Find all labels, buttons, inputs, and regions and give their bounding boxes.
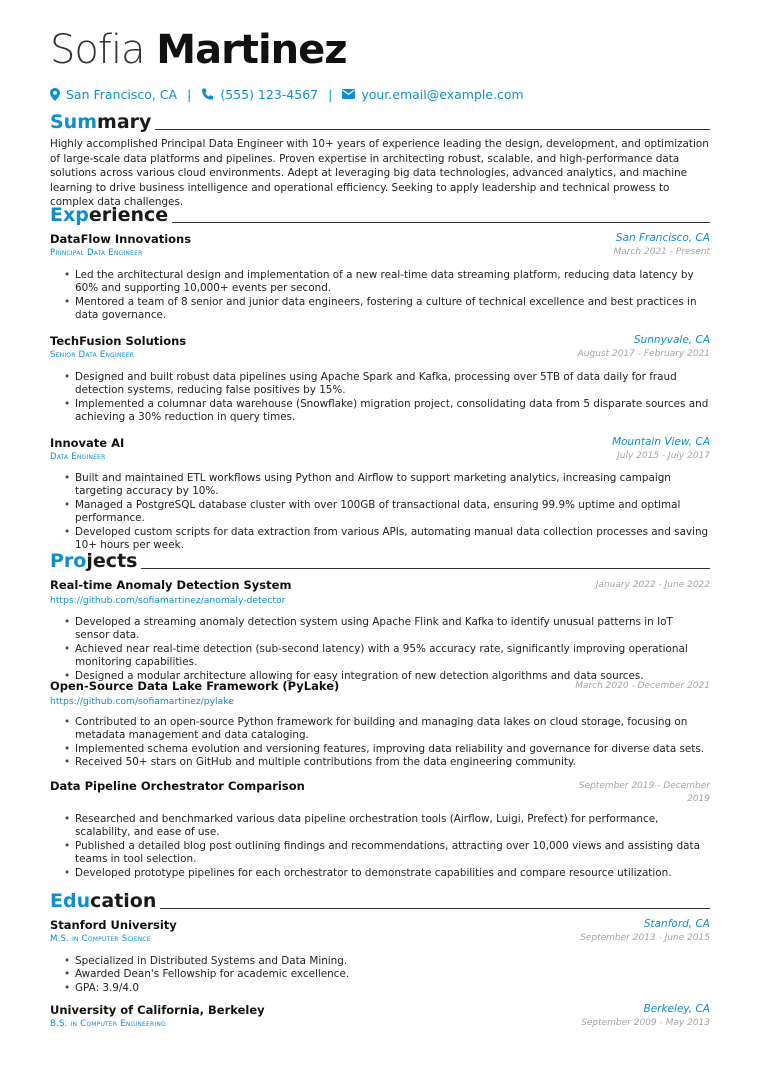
school-dates: September 2009 - May 2013 xyxy=(581,1018,710,1028)
section-title-rest: cation xyxy=(90,890,157,912)
experience-heading xyxy=(50,200,710,226)
job-dates: March 2021 - Present xyxy=(613,247,710,257)
company-name: DataFlow Innovations xyxy=(50,232,192,246)
experience-bullets xyxy=(64,472,710,552)
contact-phone[interactable] xyxy=(201,87,318,102)
contact-location xyxy=(50,87,177,102)
phone-icon xyxy=(201,88,214,101)
project-name: Open-Source Data Lake Framework (PyLake) xyxy=(50,679,340,693)
first-name: Sofia xyxy=(50,27,145,73)
location-text: San Francisco, CA xyxy=(66,86,178,102)
list-item: • Developed a streaming anomaly detection system using Apache Flink and Kafka to identify unusual patterns in IoT sensor data. xyxy=(64,616,710,643)
company-name: Innovate AI xyxy=(50,436,125,450)
candidate-name xyxy=(50,26,347,74)
school-dates: September 2013 - June 2015 xyxy=(580,933,710,943)
section-rule xyxy=(172,222,710,223)
email-text: your.email@example.com xyxy=(361,86,524,102)
job-dates: July 2015 - July 2017 xyxy=(617,451,710,461)
section-rule xyxy=(141,568,710,569)
section-title xyxy=(50,890,156,912)
list-item: • Implemented schema evolution and versioning features, improving data reliability and governance for diverse data sets. xyxy=(64,743,710,756)
job-location: Mountain View, CA xyxy=(612,436,710,448)
list-item: • Specialized in Distributed Systems and Data Mining. xyxy=(64,955,710,968)
company-name: TechFusion Solutions xyxy=(50,334,187,348)
list-item: • Designed and built robust data pipelines using Apache Spark and Kafka, processing over 5TB of data daily for fraud detection systems, reducing false positives by 15%. xyxy=(64,371,710,398)
degree: B.S. in Computer Engineering xyxy=(50,1019,166,1029)
job-location: San Francisco, CA xyxy=(615,232,710,244)
education-heading xyxy=(50,886,710,912)
section-title xyxy=(50,550,137,572)
project-name: Data Pipeline Orchestrator Comparison xyxy=(50,779,305,793)
job-dates: August 2017 - February 2021 xyxy=(577,349,710,359)
project-bullets xyxy=(64,716,710,770)
phone-text: (555) 123-4567 xyxy=(220,86,319,102)
list-item: • Developed prototype pipelines for each orchestrator to demonstrate capabilities and compare resource utilization. xyxy=(64,867,710,880)
section-title-accent: Edu xyxy=(50,890,91,912)
project-link[interactable]: https://github.com/sofiamartinez/pylake xyxy=(50,696,234,707)
projects-heading xyxy=(50,546,710,572)
contact-separator: | xyxy=(328,86,333,102)
job-location: Sunnyvale, CA xyxy=(633,334,710,346)
last-name: Martinez xyxy=(156,27,347,73)
project-dates-line-2: 2019 xyxy=(687,794,710,804)
list-item: • Awarded Dean's Fellowship for academic excellence. xyxy=(64,968,710,981)
job-title: Senior Data Engineer xyxy=(50,350,134,360)
list-item: • Contributed to an open-source Python framework for building and managing data lakes on cloud storage, focusing on metadata management and data cataloging. xyxy=(64,716,710,743)
project-bullets xyxy=(64,813,710,880)
project-dates xyxy=(579,780,710,806)
contact-bar xyxy=(50,85,524,103)
list-item: • Managed a PostgreSQL database cluster with over 100GB of transactional data, ensuring 99.9% uptime and optimal performance. xyxy=(64,499,710,526)
list-item: • Received 50+ stars on GitHub and multiple contributions from the data engineering community. xyxy=(64,756,710,769)
project-dates-line-1: September 2019 - December xyxy=(578,781,710,791)
project-link[interactable]: https://github.com/sofiamartinez/anomaly-detector xyxy=(50,595,286,606)
list-item: • Built and maintained ETL workflows using Python and Airflow to support marketing analytics, increasing campaign targeting accuracy by 10%. xyxy=(64,472,710,499)
list-item: • Published a detailed blog post outlining findings and recommendations, attracting over 10,000 views and assisting data teams in tool selection. xyxy=(64,840,710,867)
project-dates: March 2020 - December 2021 xyxy=(575,681,710,691)
degree: M.S. in Computer Science xyxy=(50,934,151,944)
job-title: Principal Data Engineer xyxy=(50,248,143,258)
school-location: Stanford, CA xyxy=(643,918,710,930)
list-item: • GPA: 3.9/4.0 xyxy=(64,982,710,995)
list-item: • Designed a modular architecture allowing for easy integration of new detection algorithms and data sources. xyxy=(64,670,710,683)
list-item: • Implemented a columnar data warehouse (Snowflake) migration project, consolidating data from 5 disparate sources and achieving a 30% reduction in query times. xyxy=(64,398,710,425)
section-rule xyxy=(160,908,710,909)
project-name: Real-time Anomaly Detection System xyxy=(50,578,292,592)
envelope-icon xyxy=(342,89,355,99)
experience-bullets xyxy=(64,371,710,425)
contact-email[interactable] xyxy=(342,87,523,102)
list-item: • Developed custom scripts for data extraction from various APIs, automating manual data collection processes and saving 10+ hours per week. xyxy=(64,526,710,553)
summary-text: Highly accomplished Principal Data Engineer with 10+ years of experience leading the design, development, and optimization of large-scale data platforms and pipelines. Proven expertise in architecting robust, scalable, and high-performance data solutions across various cloud environments. Adept at leveraging big data technologies, advanced analytics, and machine learning to drive business intelligence and operational efficiency. Seeking to apply leadership and technical prowess to complex data challenges. xyxy=(50,138,709,208)
education-bullets xyxy=(64,955,710,995)
summary-heading xyxy=(50,107,710,133)
section-rule xyxy=(155,129,710,130)
project-bullets xyxy=(64,616,710,683)
section-title-accent: Exp xyxy=(50,204,89,226)
section-title-accent: Pro xyxy=(50,550,87,572)
school-location: Berkeley, CA xyxy=(643,1003,710,1015)
section-title-rest: jects xyxy=(86,550,138,572)
job-title: Data Engineer xyxy=(50,452,106,462)
school-name: Stanford University xyxy=(50,918,177,932)
list-item: • Achieved near real-time detection (sub-second latency) with a 95% accuracy rate, significantly improving operational monitoring capabilities. xyxy=(64,643,710,670)
list-item: • Mentored a team of 8 senior and junior data engineers, fostering a culture of technical excellence and best practices in data governance. xyxy=(64,296,710,323)
section-title-rest: mary xyxy=(97,111,152,133)
section-title xyxy=(50,204,168,226)
contact-separator: | xyxy=(187,86,192,102)
section-title xyxy=(50,111,151,133)
school-name: University of California, Berkeley xyxy=(50,1003,265,1017)
project-dates: January 2022 - June 2022 xyxy=(595,580,710,590)
list-item: • Led the architectural design and implementation of a new real-time data streaming platform, reducing data latency by 60% and supporting 10,000+ events per second. xyxy=(64,269,710,296)
location-pin-icon xyxy=(50,88,60,101)
section-title-accent: Sum xyxy=(50,111,98,133)
experience-bullets xyxy=(64,269,710,323)
list-item: • Researched and benchmarked various data pipeline orchestration tools (Airflow, Luigi, Prefect) for performance, scalability, and ease of use. xyxy=(64,813,710,840)
section-title-rest: erience xyxy=(88,204,169,226)
